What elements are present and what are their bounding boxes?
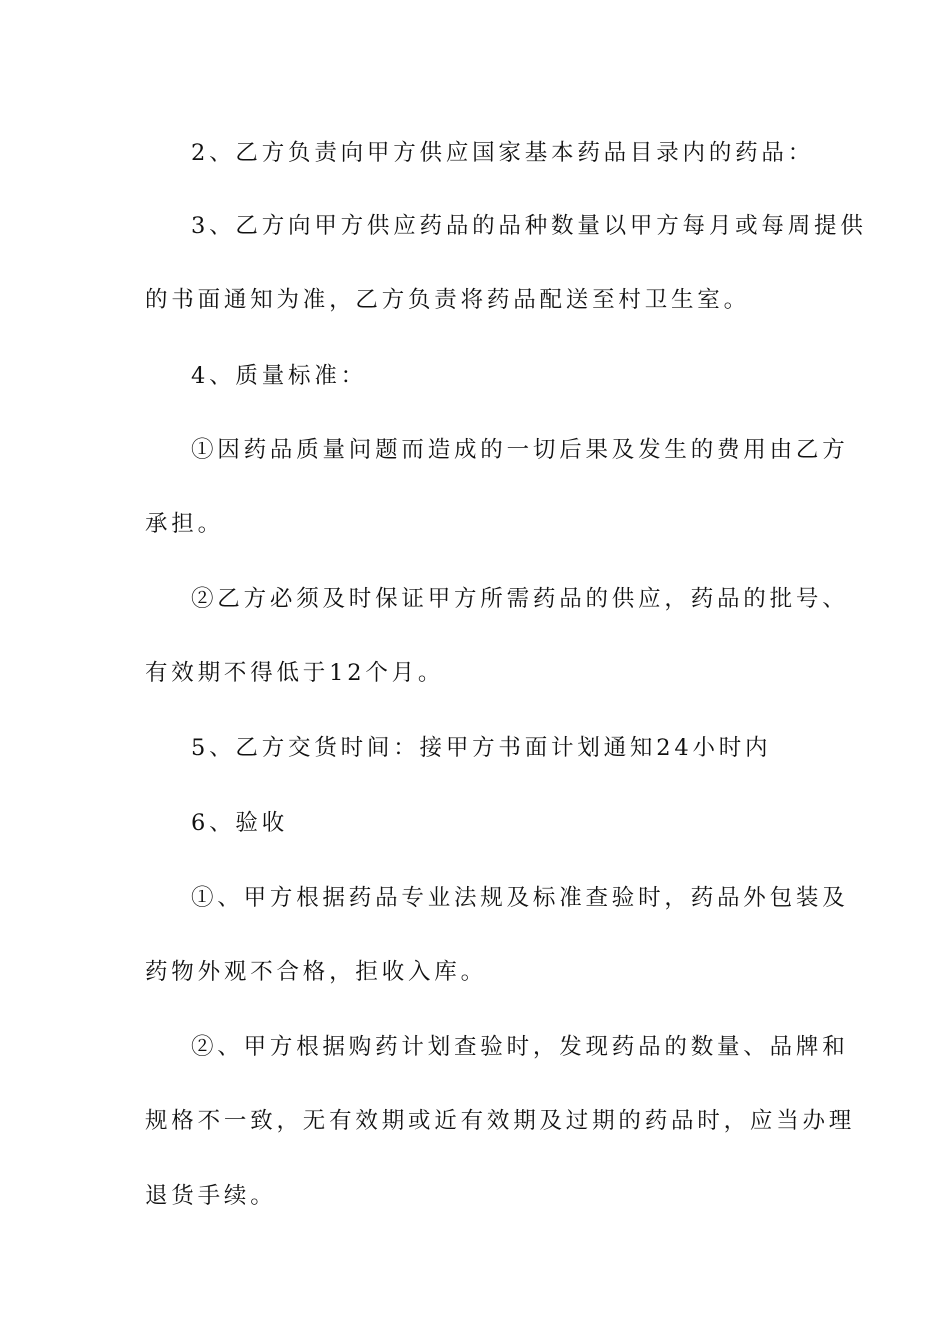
item-4-sub-1-line-2: 承担。 [145, 511, 224, 537]
item-6-heading: 6、验收 [191, 810, 289, 836]
item-4-sub-1-line-1: ①因药品质量问题而造成的一切后果及发生的费用由乙方 [191, 437, 849, 463]
item-4-sub-2-line-2: 有效期不得低于12个月。 [145, 660, 445, 686]
item-2-line: 2、乙方负责向甲方供应国家基本药品目录内的药品： [191, 140, 815, 166]
item-6-sub-2-line-1: ②、甲方根据购药计划查验时，发现药品的数量、品牌和 [191, 1034, 849, 1060]
item-4-sub-2-line-1: ②乙方必须及时保证甲方所需药品的供应，药品的批号、 [191, 586, 849, 612]
item-5-line: 5、乙方交货时间：接甲方书面计划通知24小时内 [191, 735, 772, 761]
item-6-sub-2-line-3: 退货手续。 [145, 1183, 277, 1209]
item-6-sub-1-line-2: 药物外观不合格，拒收入库。 [145, 959, 487, 985]
item-4-heading: 4、质量标准： [191, 363, 367, 389]
item-6-sub-2-line-2: 规格不一致，无有效期或近有效期及过期的药品时，应当办理 [145, 1108, 856, 1134]
item-3-line-2: 的书面通知为准，乙方负责将药品配送至村卫生室。 [145, 287, 750, 313]
item-3-line-1: 3、乙方向甲方供应药品的品种数量以甲方每月或每周提供 [191, 213, 867, 239]
item-6-sub-1-line-1: ①、甲方根据药品专业法规及标准查验时，药品外包装及 [191, 885, 849, 911]
